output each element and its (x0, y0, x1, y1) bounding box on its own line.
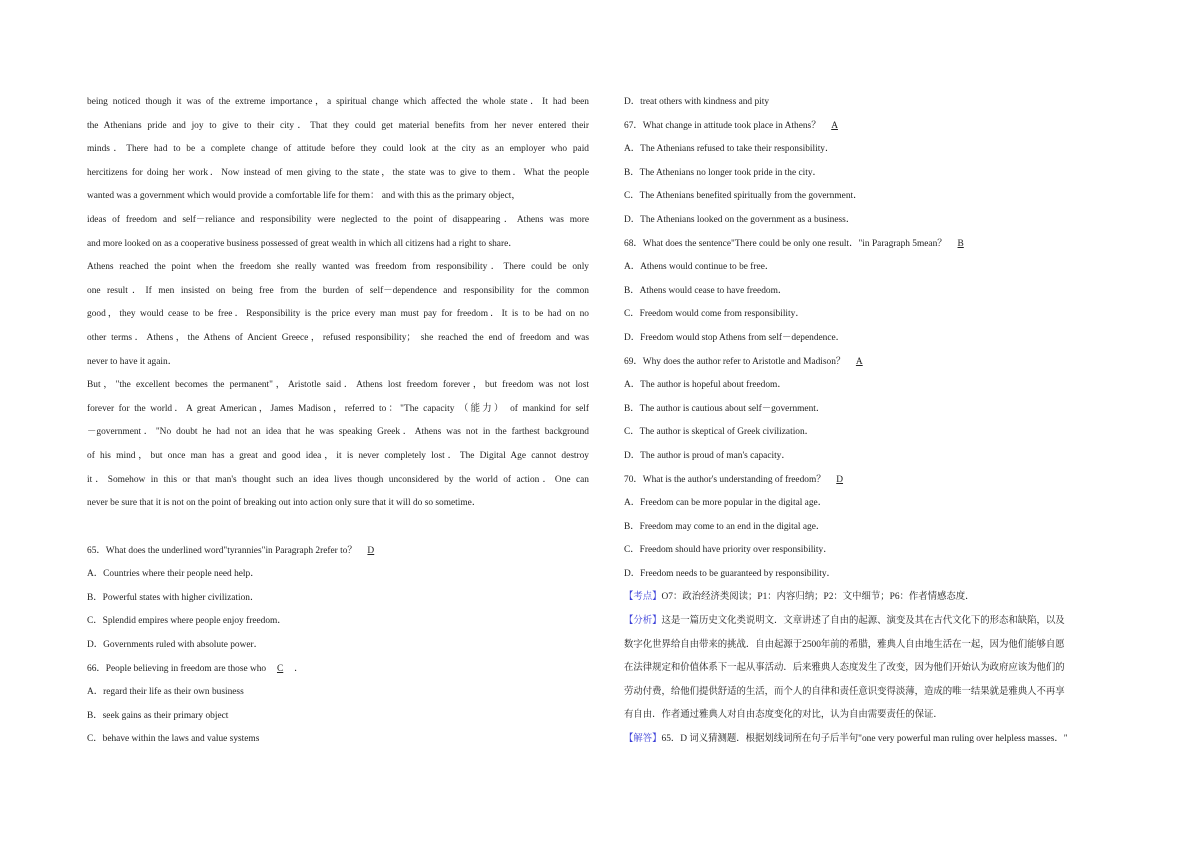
answer-blank: A (855, 356, 863, 367)
question-stem (624, 351, 1158, 375)
option-a: A．regard their life as their own business (87, 687, 244, 698)
passage-line: ideas of freedom and self－reliance and responsibility were neglected to the point of disappearing．Athens was more (87, 214, 589, 225)
answer-blank: D (836, 474, 844, 485)
passage-line: never be sure that it is not on the point of breaking out into action only sure that it will do so sometime． (87, 498, 482, 509)
passage-line: being noticed though it was of the extreme importance，a spiritual change which affected the whole state．It had been (87, 97, 589, 107)
fenxi-line: 在法律规定和价值体系下一起从事活动．后来雅典人态度发生了改变，因为他们开始认为政府应该为他们的 (624, 663, 1065, 674)
passage-line: and more looked on as a cooperative business possessed of great wealth in which all citizens had a right to share． (87, 238, 518, 249)
option-a: A．The author is hopeful about freedom． (624, 380, 787, 391)
question-stem-text: 69．Why does the author refer to Aristotle and Madison？ (624, 356, 846, 367)
answer-blank: B (957, 238, 964, 249)
question-stem-text: 65．What does the underlined word"tyrannies"in Paragraph 2refer to？ (87, 545, 357, 556)
question-70 (624, 469, 1158, 587)
question-stem-text: 67．What change in attitude took place in Athens？ (624, 120, 821, 131)
left-column (87, 91, 589, 752)
question-stem-end: ． (294, 663, 304, 674)
option-b: B．Powerful states with higher civilization． (87, 592, 260, 603)
passage-line: other terms．Athens，the Athens of Ancient Greece，refused responsibility； she reached the end of freedom and was (87, 332, 589, 343)
answer-blank: A (831, 120, 838, 131)
option-b: B．Freedom may come to an end in the digital age． (624, 521, 826, 532)
passage-line: wanted was a government which would provide a comfortable life for them： and with this as the primary object， (87, 191, 521, 202)
option-d: D．The author is proud of man's capacity． (624, 450, 791, 461)
answer-blank: C (276, 663, 284, 674)
option-c: C．behave within the laws and value systems (87, 734, 260, 745)
question-stem-text: 68．What does the sentence"There could be only one result．"in Paragraph 5mean？ (624, 238, 947, 249)
option-c: C．Splendid empires where people enjoy freedom． (87, 616, 287, 627)
question-stem (87, 658, 589, 682)
option-d: D．Freedom would stop Athens from self－dependence． (624, 332, 846, 343)
answer-blank: D (367, 545, 375, 556)
kaodian-text: O7：政治经济类阅读；P1：内容归纳；P2：文中细节；P6：作者情感态度． (661, 592, 975, 603)
passage-line: good，they would cease to be free．Responsibility is the price every man must pay for freedom．It is to be had on no (87, 309, 589, 320)
option-c: C．Freedom would come from responsibility． (624, 309, 805, 320)
passage-line: forever for the world．A great American，James Madison，referred to："The capacity （能力） of mankind for self (87, 403, 589, 414)
jieda-line (624, 728, 1158, 752)
option-d: D．treat others with kindness and pity (624, 97, 770, 107)
option-b: B．The Athenians no longer took pride in the city． (624, 167, 822, 178)
question-stem (624, 115, 1158, 139)
jieda-text: 65．D 词义猜测题．根据划线词所在句子后半句"one very powerful man ruling over helpless masses．" (661, 734, 1068, 745)
question-66 (87, 658, 589, 752)
option-a: A．Countries where their people need help． (87, 569, 260, 580)
fenxi-line: 数字化世界给自由带来的挑战．自由起源于2500年前的希腊，雅典人自由地生活在一起，因为他们能够自愿 (624, 639, 1065, 650)
fenxi-text: 这是一篇历史文化类说明文．文章讲述了自由的起源、演变及其在古代文化下的形态和缺陷，以及 (661, 616, 1065, 627)
passage-line: of his mind，but once man has a great and good idea，it is never completely lost．The Digital Age cannot destroy (87, 450, 589, 461)
fenxi-line: 劳动付费，给他们提供舒适的生活，而个人的自律和责任意识变得淡薄，造成的唯一结果就是雅典人不再享 (624, 686, 1065, 697)
option-d: D．Governments ruled with absolute power． (87, 640, 264, 651)
passage (87, 91, 589, 516)
option-c: C．The author is skeptical of Greek civilization． (624, 427, 815, 438)
kaodian-tag: 【考点】 (624, 592, 662, 603)
fenxi-line (624, 610, 1158, 634)
option-a: A．Athens would continue to be free． (624, 262, 775, 273)
option-c: C．Freedom should have priority over responsibility． (624, 545, 833, 556)
question-stem-text: 70．What is the author's understanding of freedom？ (624, 474, 826, 485)
question-68 (624, 233, 1158, 351)
option-d: D．The Athenians looked on the government as a business． (624, 214, 856, 225)
analysis-section (624, 586, 1158, 751)
passage-line: minds．There had to be a complete change of attitude before they could look at the city as an employer who paid (87, 144, 589, 155)
kaodian-line (624, 586, 1158, 610)
fenxi-tag: 【分析】 (624, 616, 662, 627)
passage-line: one result．If men insisted on being free from the burden of self－dependence and responsibility for the common (87, 285, 589, 296)
spacer (87, 516, 589, 540)
passage-line: it．Somehow in this or that man's thought such an idea lives though unconsidered by the world of action．One can (87, 474, 589, 485)
question-stem (87, 540, 589, 564)
passage-line: Athens reached the point when the freedom she really wanted was freedom from responsibility．There could be only (87, 262, 589, 273)
jieda-tag: 【解答】 (624, 734, 662, 745)
right-column (624, 91, 1158, 752)
question-stem (624, 233, 1158, 257)
passage-line: －government．"No doubt he had not an idea that he was speaking Greek．Athens was not in the farthest background (87, 427, 589, 438)
passage-line: But，"the excellent becomes the permanent"，Aristotle said．Athens lost freedom forever，but freedom was not lost (87, 380, 589, 391)
option-a: A．Freedom can be more popular in the digital age． (624, 498, 828, 509)
passage-line: the Athenians pride and joy to give to their city．That they could get material benefits from her never entered their (87, 120, 589, 131)
question-stem-text: 66．People believing in freedom are those who (87, 663, 267, 674)
question-69 (624, 351, 1158, 469)
question-67 (624, 115, 1158, 233)
option-d: D．Freedom needs to be guaranteed by responsibility． (624, 568, 836, 579)
option-a: A．The Athenians refused to take their responsibility． (624, 144, 835, 155)
option-b: B．The author is cautious about self－government． (624, 403, 826, 414)
passage-line: never to have it again． (87, 356, 178, 367)
passage-line: hercitizens for doing her work．Now instead of men giving to the state，the state was to give to them．What the people (87, 167, 589, 178)
question-65 (87, 540, 589, 658)
option-b: B．seek gains as their primary object (87, 710, 229, 721)
question-stem (624, 469, 1158, 493)
option-b: B．Athens would cease to have freedom． (624, 285, 788, 296)
fenxi-line: 有自由．作者通过雅典人对自由态度变化的对比，认为自由需要责任的保证． (624, 710, 943, 721)
option-c: C．The Athenians benefited spiritually from the government． (624, 191, 863, 202)
